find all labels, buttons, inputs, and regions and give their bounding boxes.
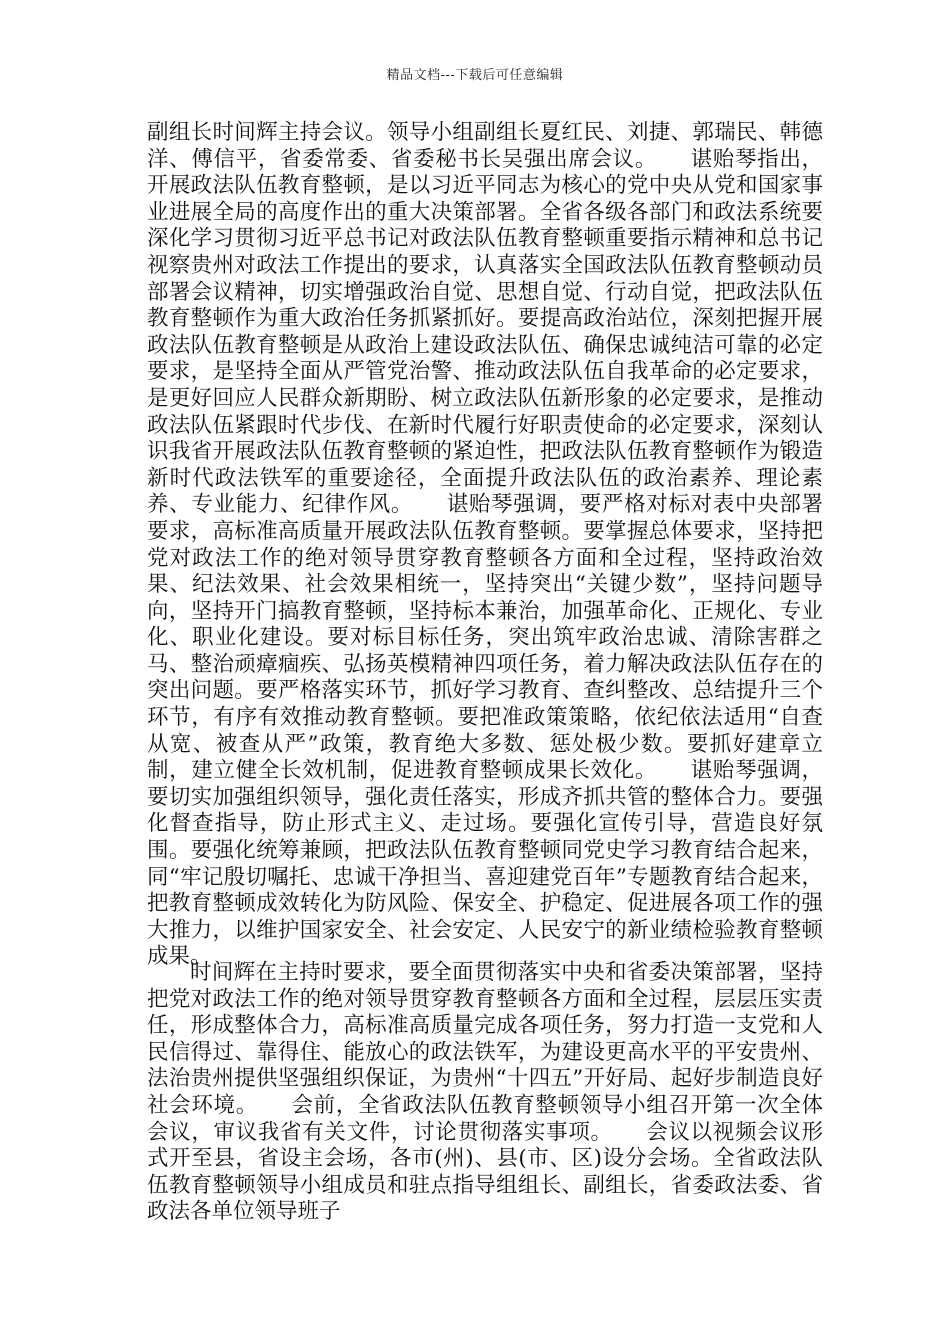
body-paragraph: 副组长时间辉主持会议。领导小组副组长夏红民、刘捷、郭瑞民、韩德洋、傅信平，省委常委、省委秘书长吴强出席会议。 谌贻琴指出，开展政法队伍教育整顿，是以习近平同志为核心的党中央从党和国家事业进展全局的高度作出的重大决策部署。全省各级各部门和政法系统要深化学习贯彻习近平总书记对政法队伍教育整顿重要指示精神和总书记视察贵州对政法工作提出的要求，认真落实全国政法队伍教育整顿动员部署会议精神，切实增强政治自觉、思想自觉、行动自觉，把政法队伍教育整顿作为重大政治任务抓紧抓好。要提高政治站位，深刻把握开展政法队伍教育整顿是从政治上建设政法队伍、确保忠诚纯洁可靠的必定要求，是坚持全面从严管党治警、推动政法队伍自我革命的必定要求，是更好回应人民群众新期盼、树立政法队伍新形象的必定要求，是推动政法队伍紧跟时代步伐、在新时代履行好职责使命的必定要求，深刻认识我省开展政法队伍教育整顿的紧迫性，把政法队伍教育整顿作为锻造新时代政法铁军的重要途径，全面提升政法队伍的政治素养、理论素养、专业能力、纪律作风。 谌贻琴强调，要严格对标对表中央部署要求，高标准高质量开展政法队伍教育整顿。要掌握总体要求，坚持把党对政法工作的绝对领导贯穿教育整顿各方面和全过程，坚持政治效果、纪法效果、社会效果相统一，坚持突出“关键少数”，坚持问题导向，坚持开门搞教育整顿，坚持标本兼治，加强革命化、正规化、专业化、职业化建设。要对标目标任务，突出筑牢政治忠诚、清除害群之马、整治顽瘴痼疾、弘扬英模精神四项任务，着力解决政法队伍存在的突出问题。要严格落实环节，抓好学习教育、查纠整改、总结提升三个环节，有序有效推动教育整顿。要把准政策策略，依纪依法适用“自查从宽、被查从严”政策，教育绝大多数、惩处极少数。要抓好建章立制，建立健全长效机制，促进教育整顿成果长效化。 谌贻琴强调，要切实加强组织领导，强化责任落实，形成齐抓共管的整体合力。要强化督查指导，防止形式主义、走过场。要强化宣传引导，营造良好氛围。要强化统筹兼顾，把政法队伍教育整顿同党史学习教育结合起来，同“牢记殷切嘱托、忠诚干净担当、喜迎建党百年”专题教育结合起来，把教育整顿成效转化为防风险、保安全、护稳定、促进展各项工作的强大推力，以维护国家安全、社会安定、人民安宁的新业绩检验教育整顿成果。 xyxy=(147,120,823,970)
page-header: 精品文档---下载后可任意编辑 xyxy=(386,68,564,83)
body-paragraph: 时间辉在主持时要求，要全面贯彻落实中央和省委决策部署，坚持把党对政法工作的绝对领导贯穿教育整顿各方面和全过程，层层压实责任，形成整体合力，高标准高质量完成各项任务，努力打造一支党和人民信得过、靠得住、能放心的政法铁军，为建设更高水平的平安贵州、法治贵州提供坚强组织保证，为贵州“十四五”开好局、起好步制造良好社会环境。 会前，全省政法队伍教育整顿领导小组召开第一次全体会议，审议我省有关文件，讨论贯彻落实事项。 会议以视频会议形式开至县，省设主会场，各市(州)、县(市、区)设分会场。全省政法队伍教育整顿领导小组成员和驻点指导组组长、副组长，省委政法委、省政法各单位领导班子 xyxy=(147,960,823,1225)
